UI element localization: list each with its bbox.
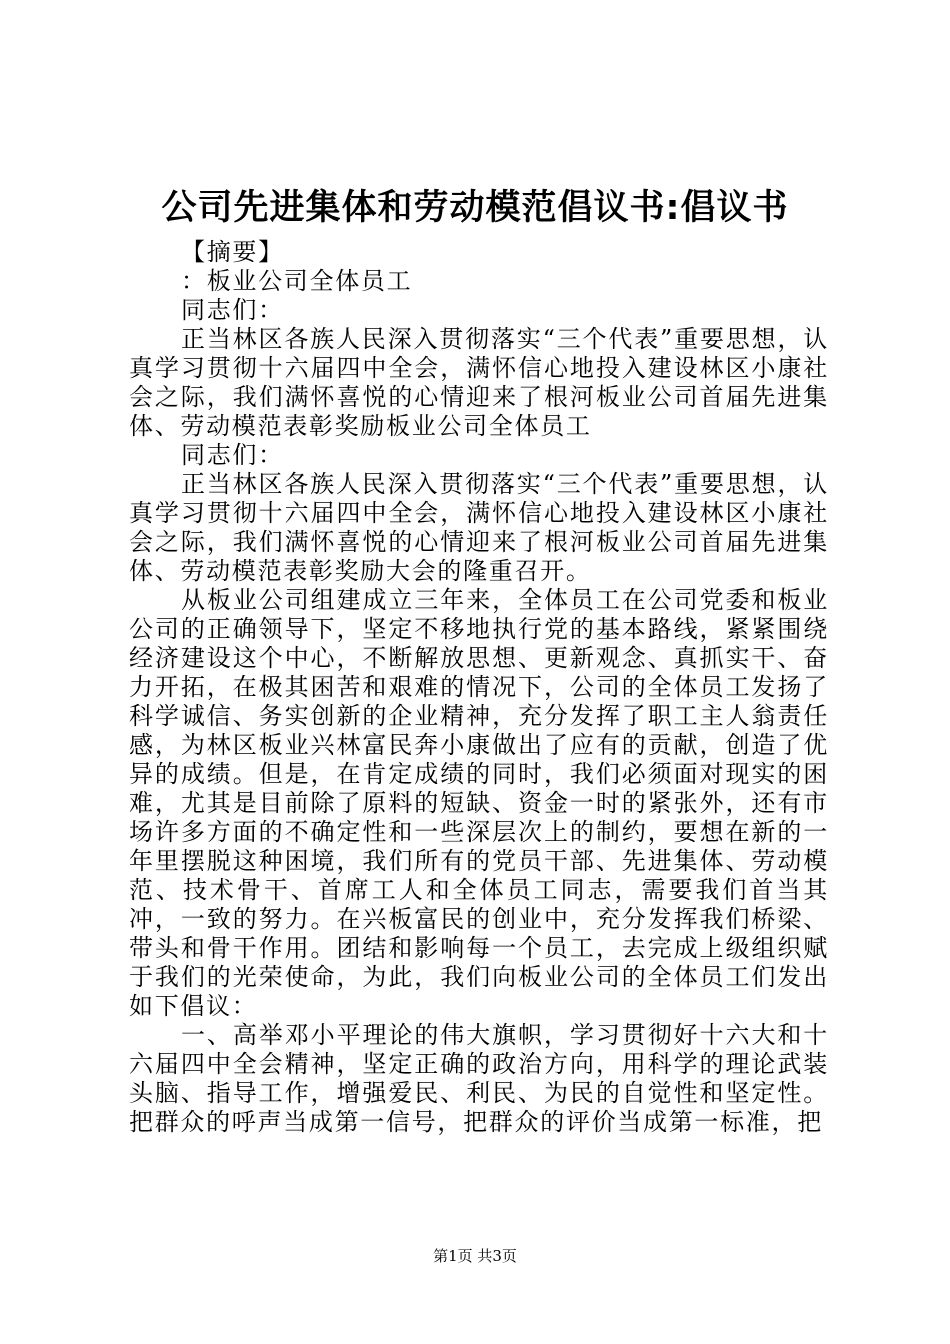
body-paragraph: 正当林区各族人民深入贯彻落实“三个代表”重要思想，认真学习贯彻十六届四中全会，满怀信心地投入建设林区小康社会之际，我们满怀喜悦的心情迎来了根河板业公司首届先进集体、劳动模范表彰奖励板业公司全体员工: [129, 325, 829, 440]
abstract-heading: 【摘要】: [181, 238, 284, 266]
addressee-line: ：板业公司全体员工: [181, 267, 413, 295]
body-paragraph: 从板业公司组建成立三年来，全体员工在公司党委和板业公司的正确领导下，坚定不移地执行党的基本路线，紧紧围绕经济建设这个中心，不断解放思想、更新观念、真抓实干、奋力开拓，在极其困苦和艰难的情况下，公司的全体员工发扬了科学诚信、务实创新的企业精神，充分发挥了职工主人翁责任感，为林区板业兴林富民奔小康做出了应有的贡献，创造了优异的成绩。但是，在肯定成绩的同时，我们必须面对现实的困难，尤其是目前除了原料的短缺、资金一时的紧张外，还有市场许多方面的不确定性和一些深层次上的制约，要想在新的一年里摆脱这种困境，我们所有的党员干部、先进集体、劳动模范、技术骨干、首席工人和全体员工同志，需要我们首当其冲，一致的努力。在兴板富民的创业中，充分发挥我们桥梁、带头和骨干作用。团结和影响每一个员工，去完成上级组织赋于我们的光荣使命，为此，我们向板业公司的全体员工们发出如下倡议：: [129, 586, 829, 1020]
salutation: 同志们：: [181, 441, 284, 469]
document-body: [129, 238, 829, 1137]
document-title: 公司先进集体和劳动模范倡议书:倡议书: [161, 188, 789, 228]
salutation: 同志们：: [181, 296, 284, 324]
body-paragraph: 一、高举邓小平理论的伟大旗帜，学习贯彻好十六大和十六届四中全会精神，坚定正确的政治方向，用科学的理论武装头脑、指导工作，增强爱民、利民、为民的自觉性和坚定性。把群众的呼声当成第一信号，把群众的评价当成第一标准，把: [129, 1021, 829, 1136]
body-paragraph: 正当林区各族人民深入贯彻落实“三个代表”重要思想，认真学习贯彻十六届四中全会，满怀信心地投入建设林区小康社会之际，我们满怀喜悦的心情迎来了根河板业公司首届先进集体、劳动模范表彰奖励大会的隆重召开。: [129, 470, 829, 585]
page-footer: 第1页 共3页: [433, 1247, 517, 1265]
